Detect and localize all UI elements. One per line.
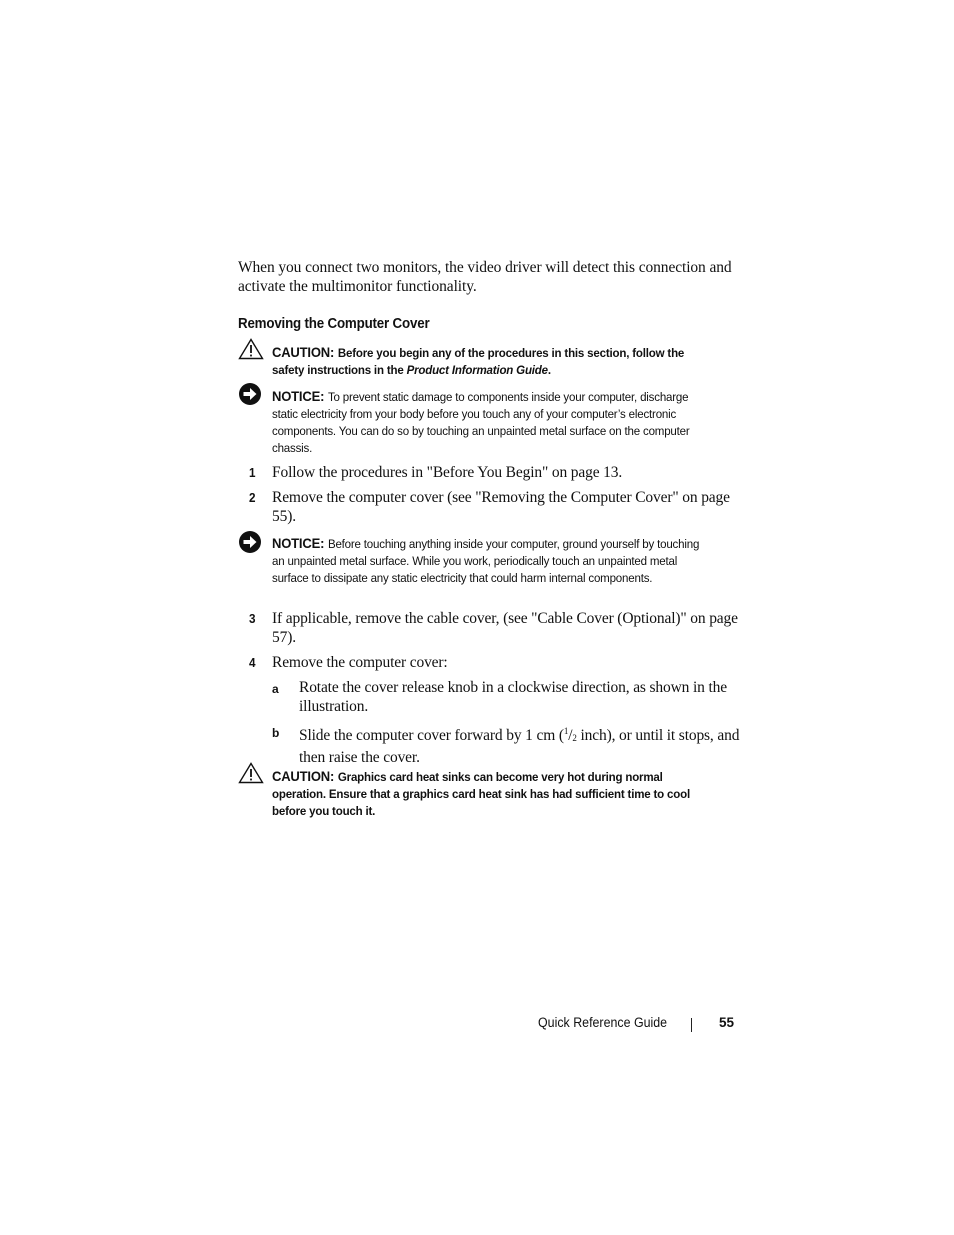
step-number: 2 (249, 490, 256, 505)
section-heading: Removing the Computer Cover (238, 316, 430, 332)
notice-label: NOTICE: (272, 535, 325, 551)
notice-note-2 (272, 535, 714, 587)
step-number: 4 (249, 655, 256, 670)
step-text: Remove the computer cover: (272, 654, 448, 671)
substep-letter: a (272, 682, 279, 696)
substep-letter: b (272, 726, 280, 740)
intro-paragraph: When you connect two monitors, the video driver will detect this connection and activate the multimonitor functionality. (238, 259, 732, 295)
page-number: 55 (719, 1015, 735, 1030)
notice-text: To prevent static damage to components inside your computer, discharge static electricity from your body before you touch any of your computer’s electronic components. You can do so by touching an unpainted metal surface on the computer chassis. (272, 390, 690, 455)
footer-separator (691, 1018, 692, 1032)
caution-note-1 (272, 344, 714, 379)
caution-triangle-icon (238, 338, 264, 365)
caution-text: Graphics card heat sinks can become very hot during normal operation. Ensure that a graphics card heat sink has had sufficient time to cool before you touch it. (272, 770, 690, 818)
notice-text: Before touching anything inside your computer, ground yourself by touching an unpainted metal surface. While you work, periodically touch an unpainted metal surface to dissipate any static electricity that could harm internal components. (272, 537, 700, 585)
notice-note-1 (272, 388, 714, 457)
step-text: If applicable, remove the cable cover, (see "Cable Cover (Optional)" on page 57). (272, 610, 738, 646)
caution-triangle-icon (238, 762, 264, 789)
caution-text-start: Before you begin any of the procedures in this section, follow the safety instructions in the (272, 346, 685, 377)
caution-text-end: . (547, 363, 551, 377)
substep-text-start: Slide the computer cover forward by 1 cm ( (299, 727, 564, 744)
substep-text-end: inch), or until it stops, and then raise the cover. (299, 727, 740, 766)
step-text: Remove the computer cover (see "Removing the Computer Cover" on page 55). (272, 489, 730, 525)
step-text: Follow the procedures in "Before You Begin" on page 13. (272, 464, 623, 481)
product-information-guide-title: Product Information Guide (406, 363, 548, 377)
step-number: 1 (249, 465, 256, 480)
substep-text: Rotate the cover release knob in a clockwise direction, as shown in the illustration. (299, 679, 727, 715)
fraction-denominator: 2 (572, 733, 577, 743)
caution-note-2 (272, 768, 714, 820)
footer-guide-title: Quick Reference Guide (538, 1015, 668, 1030)
notice-arrow-icon (238, 530, 262, 559)
caution-label: CAUTION: (272, 768, 335, 784)
notice-label: NOTICE: (272, 388, 325, 404)
caution-label: CAUTION: (272, 344, 335, 360)
fraction-numerator: 1 (563, 726, 569, 736)
substep-text: Slide the computer cover forward by 1 cm ($^1/_2$ inch), or until it stops, and then raise the cover. (299, 726, 740, 766)
notice-arrow-icon (238, 382, 262, 411)
step-number: 3 (249, 611, 256, 626)
